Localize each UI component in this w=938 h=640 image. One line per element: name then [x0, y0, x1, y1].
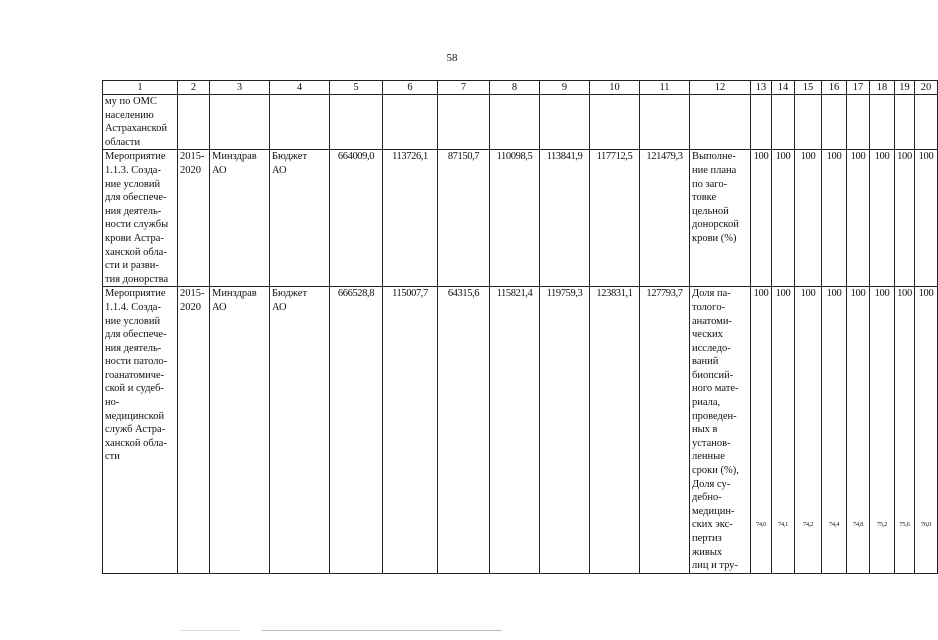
empty-cell: [847, 95, 870, 150]
header-cell: 3: [210, 81, 270, 95]
target-value-cell: [847, 287, 870, 573]
indicator-line: установ-: [692, 437, 731, 449]
header-cell: 17: [847, 81, 870, 95]
executor-cell: [210, 150, 270, 287]
target-value-secondary: 75,2: [876, 521, 888, 529]
executor-line: Минздрав: [212, 151, 257, 163]
target-value-cell: 100: [795, 150, 822, 287]
indicator-cell: [690, 287, 751, 573]
indicator-line: по заго-: [692, 178, 728, 190]
measure-name-line: Астраханской: [105, 123, 168, 135]
header-cell: 1: [103, 81, 178, 95]
target-value-secondary: 74,8: [852, 521, 864, 529]
target-value-cell: 100: [895, 150, 915, 287]
measure-name-line: сти: [105, 451, 120, 463]
measure-name-line: области: [105, 136, 141, 148]
period-line: 2015-: [180, 288, 205, 300]
target-value: 100: [826, 288, 842, 300]
target-value-cell: 100: [822, 150, 847, 287]
indicator-cell: [690, 150, 751, 287]
indicator-line: ских экс-: [692, 519, 733, 531]
amount-year-cell: 119759,3: [540, 287, 590, 573]
indicator-line: исследо-: [692, 342, 731, 354]
target-value-cell: [795, 287, 822, 573]
header-cell: 10: [590, 81, 640, 95]
measure-name-line: служб Астра-: [105, 424, 166, 436]
measure-name-cell: [103, 287, 178, 573]
measure-name-line: ние условий: [105, 178, 161, 190]
funding-source-line: АО: [272, 301, 287, 313]
indicator-line: тологo-: [692, 301, 726, 313]
empty-cell: [330, 95, 383, 150]
measure-name-line: 1.1.3. Созда-: [105, 164, 161, 176]
period-line: 2015-: [180, 151, 205, 163]
amount-year-cell: 115007,7: [383, 287, 438, 573]
table-row: [103, 150, 938, 287]
header-cell: 14: [772, 81, 795, 95]
header-cell: 7: [438, 81, 490, 95]
indicator-line: ние плана: [692, 164, 737, 176]
measure-name-line: населению: [105, 109, 154, 121]
measure-name-line: му по ОМС: [105, 96, 157, 107]
target-value-secondary: 74,1: [777, 521, 789, 529]
indicator-line: сроки (%),: [692, 465, 739, 477]
target-value-cell: [822, 287, 847, 573]
indicator-line: ленные: [692, 451, 725, 463]
measure-name-line: тия донорства: [105, 273, 169, 285]
measure-name-cell: [103, 150, 178, 287]
empty-cell: [438, 95, 490, 150]
target-value-secondary: 74,4: [828, 521, 840, 529]
target-value: 100: [753, 288, 769, 300]
indicator-line: медицин-: [692, 505, 735, 517]
measure-name-line: но-: [105, 397, 120, 409]
measure-name-line: Мероприятие: [105, 288, 166, 300]
measure-name-line: ности службы: [105, 219, 169, 231]
target-value-cell: [772, 287, 795, 573]
executor-line: АО: [212, 164, 227, 176]
period-line: 2020: [180, 301, 201, 313]
target-value-cell: 100: [870, 150, 895, 287]
empty-cell: [895, 95, 915, 150]
empty-cell: [795, 95, 822, 150]
measure-name-line: ской и судеб-: [105, 383, 164, 395]
executor-cell: [210, 287, 270, 573]
amount-total-cell: 664009,0: [330, 150, 383, 287]
table-row: [103, 95, 938, 150]
measure-name-line: сти и разви-: [105, 260, 159, 272]
target-value-cell: [895, 287, 915, 573]
period-line: 2020: [180, 164, 201, 176]
empty-cell: [690, 95, 751, 150]
target-value-secondary: 74,2: [802, 521, 814, 529]
executor-line: Минздрав: [212, 288, 257, 300]
header-cell: 8: [490, 81, 540, 95]
target-value: 100: [874, 288, 890, 300]
funding-source-cell: [270, 287, 330, 573]
indicator-line: лиц и тру-: [692, 560, 738, 572]
target-value-cell: [870, 287, 895, 573]
funding-source-line: Бюджет: [272, 288, 308, 300]
header-row: [103, 81, 938, 95]
empty-cell: [822, 95, 847, 150]
measure-name-line: крови Астра-: [105, 232, 164, 244]
target-value: 100: [918, 288, 934, 300]
executor-line: АО: [212, 301, 227, 313]
measure-name-line: ния деятель-: [105, 205, 162, 217]
indicator-line: донорской: [692, 219, 739, 231]
measure-name-line: ности патоло-: [105, 356, 168, 368]
period-cell: [178, 150, 210, 287]
page-number: 58: [446, 52, 458, 64]
table-row: [103, 287, 938, 573]
indicator-line: биопсий-: [692, 369, 734, 381]
indicator-line: ваний: [692, 356, 719, 368]
indicator-line: ных в: [692, 424, 718, 436]
indicator-line: ного мате-: [692, 383, 739, 395]
measure-name-line: медицинской: [105, 410, 165, 422]
target-value-cell: 100: [751, 150, 772, 287]
measure-name-line: 1.1.4. Созда-: [105, 301, 161, 313]
indicator-line: анатоми-: [692, 315, 732, 327]
empty-cell: [772, 95, 795, 150]
funding-source-cell: [270, 150, 330, 287]
empty-cell: [915, 95, 938, 150]
header-cell: 6: [383, 81, 438, 95]
target-value-cell: 100: [915, 150, 938, 287]
header-cell: 15: [795, 81, 822, 95]
header-cell: 19: [895, 81, 915, 95]
empty-cell: [751, 95, 772, 150]
indicator-line: крови (%): [692, 232, 737, 244]
header-cell: 5: [330, 81, 383, 95]
empty-cell: [383, 95, 438, 150]
indicator-line: ческих: [692, 329, 723, 341]
amount-year-cell: 115821,4: [490, 287, 540, 573]
target-value-cell: 100: [847, 150, 870, 287]
target-value-cell: [751, 287, 772, 573]
empty-cell: [210, 95, 270, 150]
empty-cell: [490, 95, 540, 150]
target-value-cell: 100: [772, 150, 795, 287]
measure-name-line: ханской обла-: [105, 437, 167, 449]
amount-year-cell: 110098,5: [490, 150, 540, 287]
indicator-line: дебно-: [692, 492, 722, 504]
indicator-line: товке: [692, 192, 717, 204]
indicator-line: цельной: [692, 205, 729, 217]
indicator-line: Доля су-: [692, 478, 731, 490]
header-cell: 12: [690, 81, 751, 95]
indicator-line: живых: [692, 546, 723, 558]
empty-cell: [540, 95, 590, 150]
funding-source-line: АО: [272, 164, 287, 176]
indicator-line: пертиз: [692, 533, 722, 544]
indicator-line: Доля па-: [692, 288, 731, 300]
target-value: 100: [800, 288, 816, 300]
header-cell: 20: [915, 81, 938, 95]
header-cell: 9: [540, 81, 590, 95]
header-cell: 18: [870, 81, 895, 95]
indicator-line: проведен-: [692, 410, 737, 422]
amount-year-cell: 127793,7: [640, 287, 690, 573]
empty-cell: [640, 95, 690, 150]
target-value: 100: [897, 288, 912, 300]
target-value: 100: [775, 288, 791, 300]
target-value-secondary: 76,0: [920, 521, 932, 529]
amount-year-cell: 123831,1: [590, 287, 640, 573]
indicator-line: риала,: [692, 397, 721, 409]
amount-total-cell: 666528,8: [330, 287, 383, 573]
measure-name-cell: [103, 95, 178, 150]
period-cell: [178, 287, 210, 573]
empty-cell: [870, 95, 895, 150]
program-table: [102, 80, 938, 574]
measure-name-line: ханской обла-: [105, 246, 167, 258]
amount-year-cell: 64315,6: [438, 287, 490, 573]
header-cell: 16: [822, 81, 847, 95]
amount-year-cell: 121479,3: [640, 150, 690, 287]
measure-name-line: ние условий: [105, 315, 161, 327]
measure-name-line: для обеспече-: [105, 329, 167, 341]
target-value: 100: [850, 288, 866, 300]
measure-name-line: ния деятель-: [105, 342, 162, 354]
measure-name-line: гоанатомиче-: [105, 369, 165, 381]
header-cell: 13: [751, 81, 772, 95]
amount-year-cell: 113726,1: [383, 150, 438, 287]
empty-cell: [178, 95, 210, 150]
amount-year-cell: 113841,9: [540, 150, 590, 287]
amount-year-cell: 87150,7: [438, 150, 490, 287]
amount-year-cell: 117712,5: [590, 150, 640, 287]
measure-name-line: для обеспече-: [105, 192, 167, 204]
empty-cell: [590, 95, 640, 150]
empty-cell: [270, 95, 330, 150]
header-cell: 4: [270, 81, 330, 95]
measure-name-line: Мероприятие: [105, 151, 166, 163]
target-value-secondary: 74,0: [755, 521, 767, 529]
target-value-secondary: 75,6: [899, 521, 910, 529]
indicator-line: Выполне-: [692, 151, 736, 163]
scan-artifact-line: [262, 630, 502, 631]
scan-artifact-line: [180, 630, 240, 631]
header-cell: 2: [178, 81, 210, 95]
funding-source-line: Бюджет: [272, 151, 308, 163]
target-value-cell: [915, 287, 938, 573]
header-cell: 11: [640, 81, 690, 95]
